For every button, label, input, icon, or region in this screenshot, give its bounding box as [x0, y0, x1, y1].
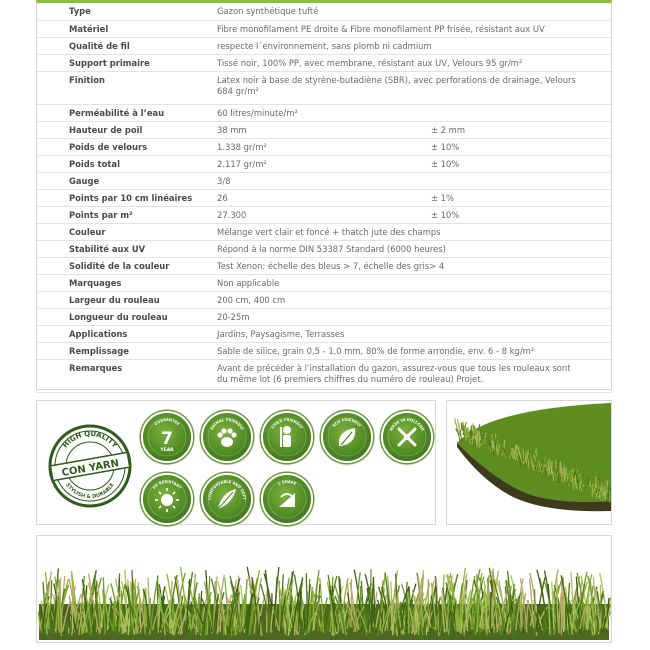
spec-row — [37, 189, 611, 206]
spec-row — [37, 54, 611, 71]
spec-value: 26 — [217, 192, 228, 203]
seven-year-guarantee-icon — [141, 411, 193, 463]
spec-label: Points par m² — [69, 209, 133, 220]
spec-row — [37, 291, 611, 308]
spec-row — [37, 325, 611, 342]
spec-value: 60 litres/minute/m² — [217, 107, 298, 118]
spec-value: 38 mm — [217, 124, 247, 135]
spec-label: Matériel — [69, 23, 109, 34]
badge-ring-text: C SHAPE — [277, 479, 297, 487]
seal-top-text: HIGH QUALITY — [61, 429, 119, 450]
spec-label: Qualité de fil — [69, 40, 130, 51]
spec-value: Mélange vert clair et foncé + thatch jute des champs — [217, 226, 441, 237]
spec-row — [37, 172, 611, 189]
spec-label: Longueur du rouleau — [69, 311, 168, 322]
seal-brand-text: CON YARN — [61, 458, 120, 479]
svg-text:GUARANTEE — [154, 418, 181, 427]
eco-leaf-icon — [321, 411, 373, 463]
spec-label: Points par 10 cm linéaires — [69, 192, 193, 203]
spec-label: Marquages — [69, 277, 122, 288]
spec-tolerance: ± 1% — [431, 192, 454, 203]
spec-tolerance: ± 10% — [431, 141, 460, 152]
spec-tolerance: ± 10% — [431, 158, 460, 169]
badge-sub: YEAR — [160, 448, 174, 453]
spec-label: Remplissage — [69, 345, 129, 356]
spec-value: 2.117 gr/m² — [217, 158, 267, 169]
spec-row — [37, 342, 611, 359]
grass-blades-image — [37, 536, 611, 642]
spec-value: 27.300 — [217, 209, 247, 220]
spec-value: Avant de précéder à l’installation du gazon, assurez-vous que tous les rouleaux sont du même lot (6 premiers chiffres du numéro de rouleau) Projet. — [217, 362, 571, 384]
spec-value: 3/8 — [217, 175, 231, 186]
badge-ring-text: MADE IN HOLLAND — [389, 417, 425, 432]
spec-row — [37, 257, 611, 274]
spec-row — [37, 308, 611, 325]
spec-label: Gauge — [69, 175, 100, 186]
spec-value: Sable de silice, grain 0,5 - 1,0 mm, 80% de forme arrondie, env. 6 - 8 kg/m² — [217, 345, 535, 356]
spec-row — [37, 359, 611, 392]
spec-value: Test Xenon: échelle des bleus > 7, échelle des gris> 4 — [217, 260, 445, 271]
grass-sample-photo — [446, 400, 612, 525]
grass-close-up-photo — [36, 535, 612, 643]
spec-row — [37, 37, 611, 54]
c-shape-icon — [261, 473, 313, 525]
spec-value: Non applicable — [217, 277, 280, 288]
grass-roll-corner-image — [447, 401, 611, 524]
spec-label: Largeur du rouleau — [69, 294, 160, 305]
spec-label: Support primaire — [69, 57, 150, 68]
child-friendly-icon — [261, 411, 313, 463]
spec-row — [37, 71, 611, 104]
spec-row — [37, 138, 611, 155]
paw-icon — [201, 411, 253, 463]
specifications-table — [37, 3, 611, 393]
spec-row — [37, 155, 611, 172]
spec-tolerance: ± 10% — [431, 209, 460, 220]
spec-row — [37, 274, 611, 291]
spec-label: Type — [69, 6, 91, 16]
spec-value: respecte l´environnement, sans plomb ni cadmium — [217, 40, 432, 51]
soft-feather-icon — [201, 473, 253, 525]
svg-text:ANIMAL FRIENDLY — [210, 418, 245, 431]
badge-ring-text: UV RESISTANT — [152, 479, 182, 490]
made-in-holland-icon — [381, 411, 433, 463]
spec-value: Fibre monofilament PE droite & Fibre monofilament PP frisée, résistant aux UV — [217, 23, 545, 34]
spec-label: Finition — [69, 74, 106, 85]
badge-ring-text: CHILD FRIENDLY — [270, 417, 304, 430]
spec-label: Stabilité aux UV — [69, 243, 146, 254]
svg-text:ECO FRIENDLY — [332, 418, 362, 428]
seal-bottom-text: STYLISH & DURABLE — [64, 482, 116, 501]
spec-label: Remarques — [69, 362, 123, 373]
badge-ring-text: ANIMAL FRIENDLY — [209, 417, 245, 431]
spec-value: 200 cm, 400 cm — [217, 294, 286, 305]
specifications-panel — [36, 0, 612, 390]
conyarn-seal-logo — [47, 423, 133, 509]
spec-value: 20-25m — [217, 311, 250, 322]
spec-label: Couleur — [69, 226, 106, 237]
spec-label: Poids de velours — [69, 141, 148, 152]
spec-row — [37, 206, 611, 223]
spec-label: Perméabilité à l’eau — [69, 107, 165, 118]
spec-row — [37, 3, 611, 20]
spec-label: Solidité de la couleur — [69, 260, 170, 271]
spec-row — [37, 20, 611, 37]
spec-value: Jardins, Paysagisme, Terrasses — [217, 328, 345, 339]
spec-row — [37, 223, 611, 240]
spec-label: Poids total — [69, 158, 120, 169]
badge-ring-text: GUARANTEE — [153, 417, 181, 427]
spec-row — [37, 104, 611, 121]
badge-glyph: 7 — [161, 429, 173, 449]
spec-value: 1.338 gr/m² — [217, 141, 267, 152]
spec-value: Répond à la norme DIN 53387 Standard (6000 heures) — [217, 243, 446, 254]
spec-row — [37, 240, 611, 257]
features-panel — [36, 400, 436, 525]
spec-tolerance: ± 2 mm — [431, 124, 465, 135]
spec-value: Latex noir à base de styrène-butadiène (SBR), avec perforations de drainage, Velours 684 gr/m² — [217, 74, 576, 96]
spec-row — [37, 121, 611, 138]
badge-ring-text: COMFORTABLE AND SOFT — [207, 479, 247, 500]
spec-label: Applications — [69, 328, 128, 339]
svg-text:MADE IN HOLLAND — [389, 418, 424, 432]
badge-ring-text: ECO FRIENDLY — [332, 417, 362, 428]
spec-label: Hauteur de poil — [69, 124, 143, 135]
spec-value: Tissé noir, 100% PP, avec membrane, résistant aux UV, Velours 95 gr/m² — [217, 57, 523, 68]
spec-value: Gazon synthétique tufté — [217, 6, 319, 16]
uv-sun-icon — [141, 473, 193, 525]
